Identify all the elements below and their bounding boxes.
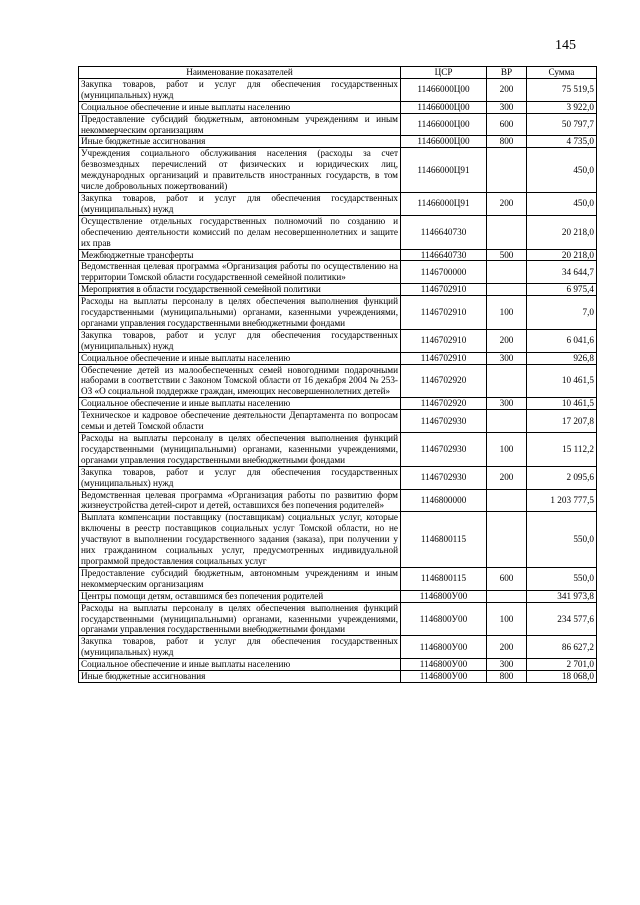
- cell-name: Закупка товаров, работ и услуг для обеспечения государственных (муниципальных) нужд: [79, 329, 401, 352]
- cell-csr: 11466000Ц00: [401, 136, 487, 148]
- cell-sum: 2 701,0: [527, 659, 597, 671]
- table-row: [79, 567, 597, 590]
- cell-name: Межбюджетные трансферты: [79, 249, 401, 261]
- cell-name: Закупка товаров, работ и услуг для обеспечения государственных (муниципальных) нужд: [79, 192, 401, 215]
- cell-vr: [487, 215, 527, 249]
- cell-csr: 1146800У00: [401, 659, 487, 671]
- cell-vr: 100: [487, 433, 527, 467]
- cell-sum: 15 112,2: [527, 433, 597, 467]
- table-row: [79, 659, 597, 671]
- table-row: [79, 398, 597, 410]
- cell-sum: 6 975,4: [527, 284, 597, 296]
- table-row: [79, 284, 597, 296]
- table-row: [79, 136, 597, 148]
- header-vr: ВР: [487, 67, 527, 79]
- cell-csr: 1146640730: [401, 249, 487, 261]
- cell-csr: 1146702910: [401, 352, 487, 364]
- cell-csr: 1146702930: [401, 466, 487, 489]
- budget-table: [78, 66, 597, 683]
- cell-sum: 10 461,5: [527, 364, 597, 398]
- cell-sum: 450,0: [527, 148, 597, 193]
- cell-sum: 3 922,0: [527, 101, 597, 113]
- cell-sum: 550,0: [527, 512, 597, 568]
- cell-csr: 1146702910: [401, 329, 487, 352]
- table-row: [79, 352, 597, 364]
- table-row: [79, 329, 597, 352]
- table-row: [79, 590, 597, 602]
- cell-csr: 1146702920: [401, 364, 487, 398]
- cell-csr: 1146800У00: [401, 636, 487, 659]
- cell-vr: [487, 364, 527, 398]
- table-row: [79, 192, 597, 215]
- cell-name: Центры помощи детям, оставшимся без попечения родителей: [79, 590, 401, 602]
- cell-sum: 341 973,8: [527, 590, 597, 602]
- cell-sum: 34 644,7: [527, 261, 597, 284]
- cell-vr: 200: [487, 466, 527, 489]
- cell-name: Закупка товаров, работ и услуг для обеспечения государственных (муниципальных) нужд: [79, 466, 401, 489]
- cell-name: Закупка товаров, работ и услуг для обеспечения государственных (муниципальных) нужд: [79, 78, 401, 101]
- cell-name: Предоставление субсидий бюджетным, автономным учреждениям и иным некоммерческим организациям: [79, 567, 401, 590]
- cell-vr: [487, 284, 527, 296]
- table-row: [79, 636, 597, 659]
- cell-name: Предоставление субсидий бюджетным, автономным учреждениям и иным некоммерческим организациям: [79, 113, 401, 136]
- cell-vr: 200: [487, 192, 527, 215]
- cell-sum: 6 041,6: [527, 329, 597, 352]
- table-row: [79, 296, 597, 330]
- cell-name: Социальное обеспечение и иные выплаты населению: [79, 398, 401, 410]
- cell-vr: 600: [487, 113, 527, 136]
- cell-name: Техническое и кадровое обеспечение деятельности Департамента по вопросам семьи и детей Томской области: [79, 410, 401, 433]
- table-row: [79, 148, 597, 193]
- cell-name: Выплата компенсации поставщику (поставщикам) социальных услуг, которые включены в реестр поставщиков социальных услуг Томской области, но не участвуют в выполнении государственного задания (заказа), при получении у них гражданином социальных услуг, предусмотренных индивидуальной программой предоставления социальных услуг: [79, 512, 401, 568]
- cell-vr: 500: [487, 249, 527, 261]
- cell-csr: 11466000Ц91: [401, 192, 487, 215]
- table-header-row: [79, 67, 597, 79]
- cell-sum: 234 577,6: [527, 602, 597, 636]
- table-row: [79, 433, 597, 467]
- cell-sum: 18 068,0: [527, 671, 597, 683]
- table-row: [79, 249, 597, 261]
- cell-csr: 11466000Ц00: [401, 113, 487, 136]
- header-csr: ЦСР: [401, 67, 487, 79]
- cell-name: Учреждения социального обслуживания населения (расходы за счет безвозмездных перечислений от физических и юридических лиц, международных организаций и правительств иностранных государств, в том числе добровольных пожертвований): [79, 148, 401, 193]
- cell-vr: [487, 489, 527, 512]
- cell-sum: 75 519,5: [527, 78, 597, 101]
- cell-name: Социальное обеспечение и иные выплаты населению: [79, 659, 401, 671]
- cell-csr: 11466000Ц00: [401, 78, 487, 101]
- cell-vr: 200: [487, 78, 527, 101]
- cell-name: Социальное обеспечение и иные выплаты населению: [79, 352, 401, 364]
- cell-csr: 1146800000: [401, 489, 487, 512]
- cell-name: Мероприятия в области государственной семейной политики: [79, 284, 401, 296]
- cell-sum: 2 095,6: [527, 466, 597, 489]
- cell-sum: 926,8: [527, 352, 597, 364]
- table-row: [79, 261, 597, 284]
- cell-csr: 1146800У00: [401, 602, 487, 636]
- table-row: [79, 671, 597, 683]
- table-row: [79, 512, 597, 568]
- cell-name: Ведомственная целевая программа «Организация работы по осуществлению на территории Томской области государственной семейной политики»: [79, 261, 401, 284]
- cell-csr: 1146702920: [401, 398, 487, 410]
- cell-csr: 1146800115: [401, 567, 487, 590]
- cell-csr: 1146640730: [401, 215, 487, 249]
- table-row: [79, 602, 597, 636]
- page-number: 145: [555, 38, 576, 53]
- cell-vr: 300: [487, 659, 527, 671]
- cell-vr: 300: [487, 398, 527, 410]
- cell-sum: 7,0: [527, 296, 597, 330]
- cell-csr: 1146800115: [401, 512, 487, 568]
- cell-csr: 1146702910: [401, 296, 487, 330]
- cell-csr: 1146800У00: [401, 590, 487, 602]
- cell-vr: 300: [487, 352, 527, 364]
- cell-vr: 800: [487, 136, 527, 148]
- cell-vr: [487, 261, 527, 284]
- cell-sum: 1 203 777,5: [527, 489, 597, 512]
- table-row: [79, 113, 597, 136]
- cell-name: Расходы на выплаты персоналу в целях обеспечения выполнения функций государственными (муниципальными) органами, казенными учреждениями, органами управления государственными внебюджетными фондами: [79, 433, 401, 467]
- cell-sum: 20 218,0: [527, 215, 597, 249]
- cell-csr: 1146702930: [401, 433, 487, 467]
- cell-sum: 4 735,0: [527, 136, 597, 148]
- header-name: Наименование показателей: [79, 67, 401, 79]
- cell-name: Закупка товаров, работ и услуг для обеспечения государственных (муниципальных) нужд: [79, 636, 401, 659]
- cell-sum: 450,0: [527, 192, 597, 215]
- cell-sum: 550,0: [527, 567, 597, 590]
- table-row: [79, 215, 597, 249]
- cell-vr: 800: [487, 671, 527, 683]
- table-row: [79, 489, 597, 512]
- cell-name: Ведомственная целевая программа «Организация работы по развитию форм жизнеустройства детей-сирот и детей, оставшихся без попечения родителей»: [79, 489, 401, 512]
- cell-sum: 10 461,5: [527, 398, 597, 410]
- cell-csr: 1146702910: [401, 284, 487, 296]
- table-row: [79, 78, 597, 101]
- cell-name: Обеспечение детей из малообеспеченных семей новогодними подарочными наборами в соответствии с Законом Томской области от 16 декабря 2004 № 253-ОЗ «О социальной поддержке граждан, имеющих несовершеннолетних детей»: [79, 364, 401, 398]
- cell-name: Расходы на выплаты персоналу в целях обеспечения выполнения функций государственными (муниципальными) органами, казенными учреждениями, органами управления государственными внебюджетными фондами: [79, 296, 401, 330]
- cell-vr: 200: [487, 329, 527, 352]
- cell-csr: 11466000Ц91: [401, 148, 487, 193]
- cell-csr: 1146700000: [401, 261, 487, 284]
- cell-name: Иные бюджетные ассигнования: [79, 136, 401, 148]
- cell-sum: 17 207,8: [527, 410, 597, 433]
- table-row: [79, 410, 597, 433]
- cell-csr: 1146800У00: [401, 671, 487, 683]
- cell-sum: 86 627,2: [527, 636, 597, 659]
- cell-vr: 300: [487, 101, 527, 113]
- cell-csr: 1146702930: [401, 410, 487, 433]
- cell-vr: 100: [487, 296, 527, 330]
- cell-name: Осуществление отдельных государственных полномочий по созданию и обеспечению деятельности комиссий по делам несовершеннолетних и защите их прав: [79, 215, 401, 249]
- cell-name: Иные бюджетные ассигнования: [79, 671, 401, 683]
- cell-vr: 600: [487, 567, 527, 590]
- cell-sum: 20 218,0: [527, 249, 597, 261]
- cell-vr: [487, 148, 527, 193]
- cell-csr: 11466000Ц00: [401, 101, 487, 113]
- cell-vr: 100: [487, 602, 527, 636]
- cell-name: Расходы на выплаты персоналу в целях обеспечения выполнения функций государственными (муниципальными) органами, казенными учреждениями, органами управления государственными внебюджетными фондами: [79, 602, 401, 636]
- header-sum: Сумма: [527, 67, 597, 79]
- table-row: [79, 101, 597, 113]
- table-row: [79, 466, 597, 489]
- cell-vr: [487, 410, 527, 433]
- cell-vr: [487, 590, 527, 602]
- cell-vr: 200: [487, 636, 527, 659]
- cell-sum: 50 797,7: [527, 113, 597, 136]
- cell-name: Социальное обеспечение и иные выплаты населению: [79, 101, 401, 113]
- cell-vr: [487, 512, 527, 568]
- table-row: [79, 364, 597, 398]
